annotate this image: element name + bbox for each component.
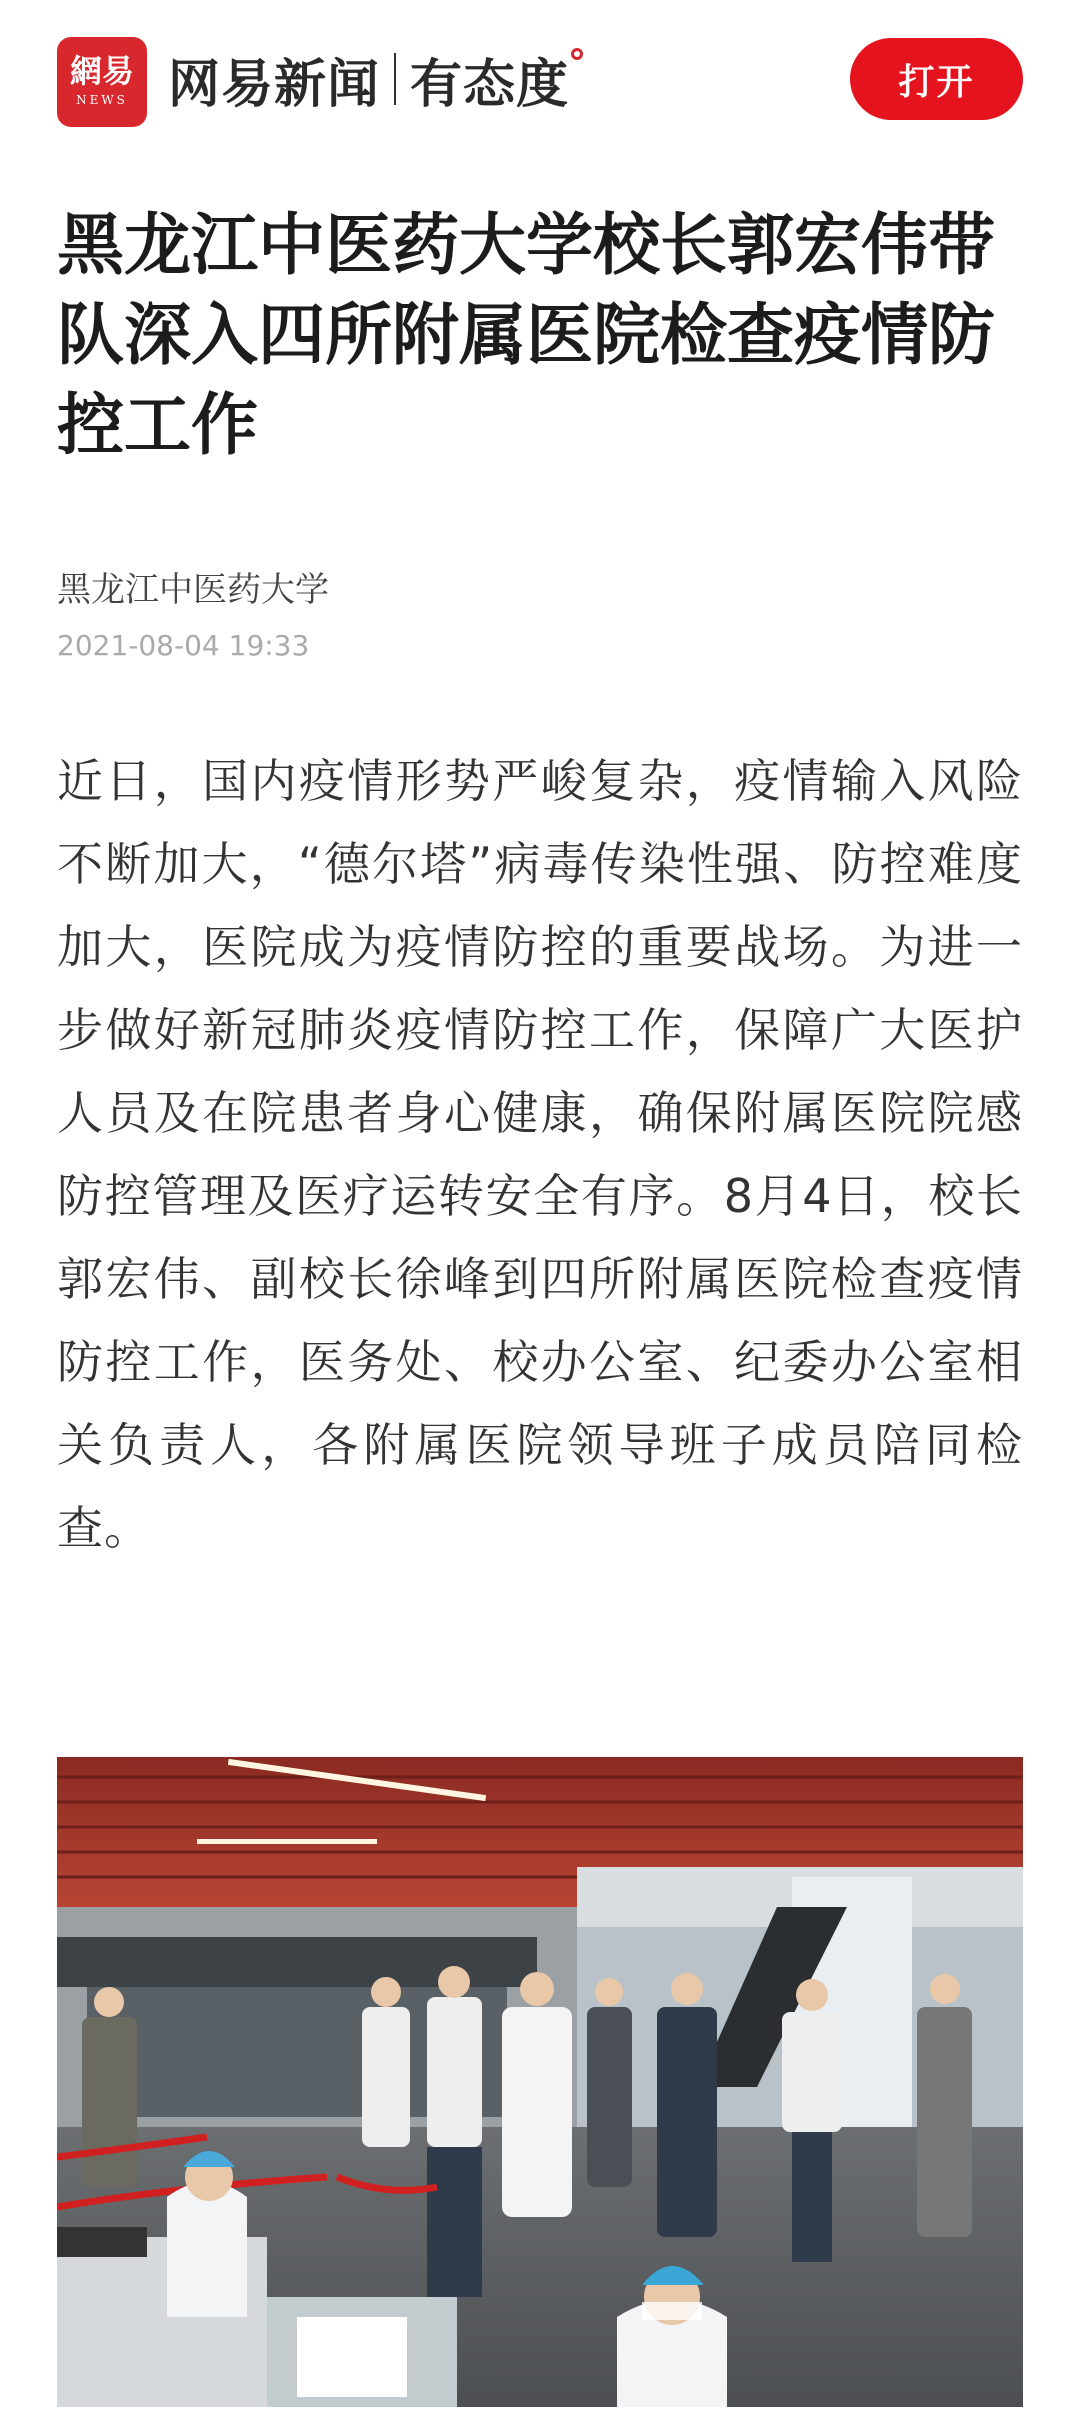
registered-mark-icon	[571, 48, 583, 60]
article-timestamp: 2021-08-04 19:33	[57, 629, 310, 662]
article-photo[interactable]	[57, 1757, 1023, 2407]
app-header	[0, 0, 1080, 160]
brand-name: 网易新闻	[168, 54, 381, 115]
open-app-button[interactable]: 打开	[850, 38, 1023, 120]
article-source[interactable]: 黑龙江中医药大学	[57, 570, 329, 610]
brand-slogan: 有态度	[410, 53, 570, 115]
brand-wordmark	[168, 44, 583, 114]
logo-text: 網易	[69, 52, 134, 90]
article-paragraph: 近日，国内疫情形势严峻复杂，疫情输入风险不断加大，“德尔塔”病毒传染性强、防控难度加大，医院成为疫情防控的重要战场。为进一步做好新冠肺炎疫情防控工作，保障广大医护人员及在院患者身心健康，确保附属医院院感防控管理及医疗运转安全有序。8月4日，校长郭宏伟、副校长徐峰到四所附属医院检查疫情防控工作，医务处、校办公室、纪委办公室相关负责人，各附属医院领导班子成员陪同检查。	[57, 754, 1023, 1555]
brand-divider	[394, 53, 396, 105]
article-title: 黑龙江中医药大学校长郭宏伟带队深入四所附属医院检查疫情防控工作	[57, 206, 995, 464]
photo-illustration	[57, 1757, 1023, 2407]
logo-subtext: NEWS	[76, 93, 128, 107]
netease-news-logo	[57, 37, 147, 127]
